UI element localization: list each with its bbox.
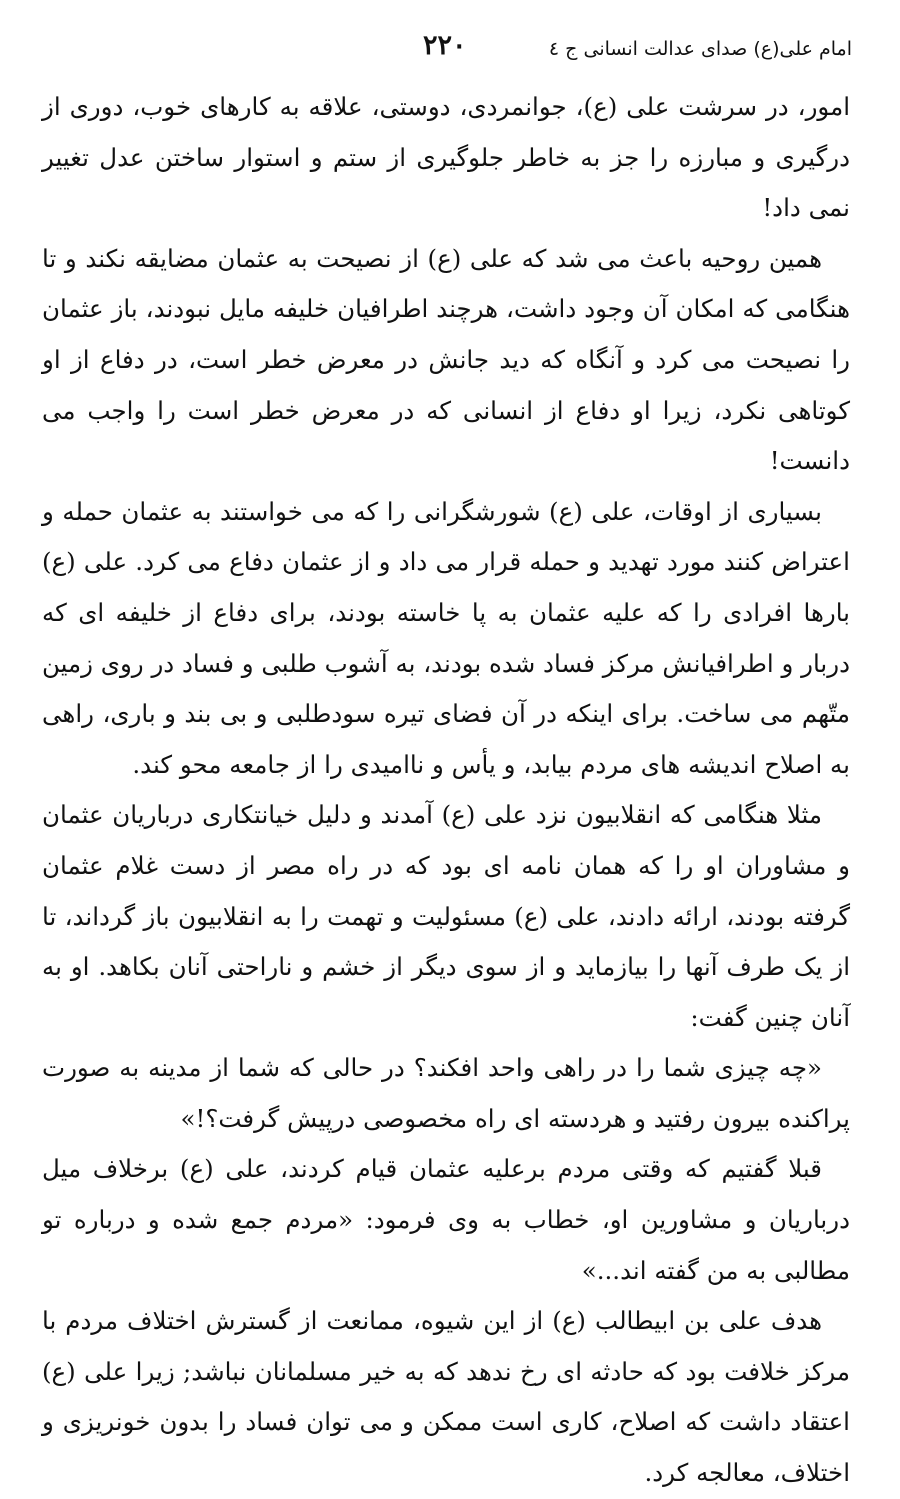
page-header — [40, 28, 852, 68]
paragraph-2: همین روحیه باعث می شد که علی (ع) از نصیحت به عثمان مضایقه نکند و تا هنگامی که امکان آن وجود داشت، هرچند اطرافیان خلیفه مایل نبودند، باز عثمان را نصیحت می کرد و آنگاه که دید جانش در معرض خطر است، در دفاع از او کوتاهی نکرد، زیرا او دفاع از انسانی که در معرض خطر است را واجب می دانست! — [42, 243, 850, 476]
paragraph-7: هدف علی بن ابیطالب (ع) از این شیوه، ممانعت از گسترش اختلاف مردم با مرکز خلافت بود که حادثه ای رخ ندهد که به خیر مسلمانان نباشد; زیرا علی (ع) اعتقاد داشت که اصلاح، کاری است ممکن و می توان فساد را بدون خونریزی و اختلاف، معالجه کرد. — [42, 1306, 850, 1488]
page-number: ٢٢٠ — [423, 30, 467, 61]
running-title: امام علی(ع) صدای عدالت انسانی ج ٤ — [548, 38, 852, 60]
quote-paragraph: «چه چیزی شما را در راهی واحد افکند؟ در حالی که شما از مدینه به صورت پراکنده بیرون رفتید و هردسته ای راه مخصوصی درپیش گرفت؟!» — [42, 1053, 850, 1133]
paragraph-4: مثلا هنگامی که انقلابیون نزد علی (ع) آمدند و دلیل خیانتکاری درباریان عثمان و مشاوران او را که همان نامه ای بود که در راه مصر از دست غلام عثمان گرفته بودند، ارائه دادند، علی (ع) مسئولیت و تهمت را به انقلابیون باز گرداند، تا از یک طرف آنها را بیازماید و از سوی دیگر از خشم و ناراحتی آنان بکاهد. او به آنان چنین گفت: — [42, 800, 850, 1032]
page-body — [42, 82, 850, 1499]
paragraph-3: بسیاری از اوقات، علی (ع) شورشگرانی را که می خواستند به عثمان حمله و اعتراض کنند مورد تهدید و حمله قرار می داد و از عثمان دفاع می کرد. علی (ع) بارها افرادی را که علیه عثمان به پا خاسته بودند، برای دفاع از خلیفه ای که دربار و اطرافیانش مرکز فساد شده بودند، به آشوب طلبی و فساد در روی زمین متّهم می ساخت. برای اینکه در آن فضای تیره سودطلبی و بی بند و باری، راهی به اصلاح اندیشه های مردم بیابد، و یأس و ناامیدی را از جامعه محو کند. — [42, 496, 850, 779]
paragraph-6: قبلا گفتیم که وقتی مردم برعلیه عثمان قیام کردند، علی (ع) برخلاف میل درباریان و مشاورین او، خطاب به وی فرمود: «مردم جمع شده و درباره تو مطالبی به من گفته اند...» — [42, 1154, 850, 1285]
paragraph-1: امور، در سرشت علی (ع)، جوانمردی، دوستی، علاقه به کارهای خوب، دوری از درگیری و مبارزه را جز به خاطر جلوگیری از ستم و استوار ساختن عدل تغییر نمی داد! — [42, 92, 850, 223]
